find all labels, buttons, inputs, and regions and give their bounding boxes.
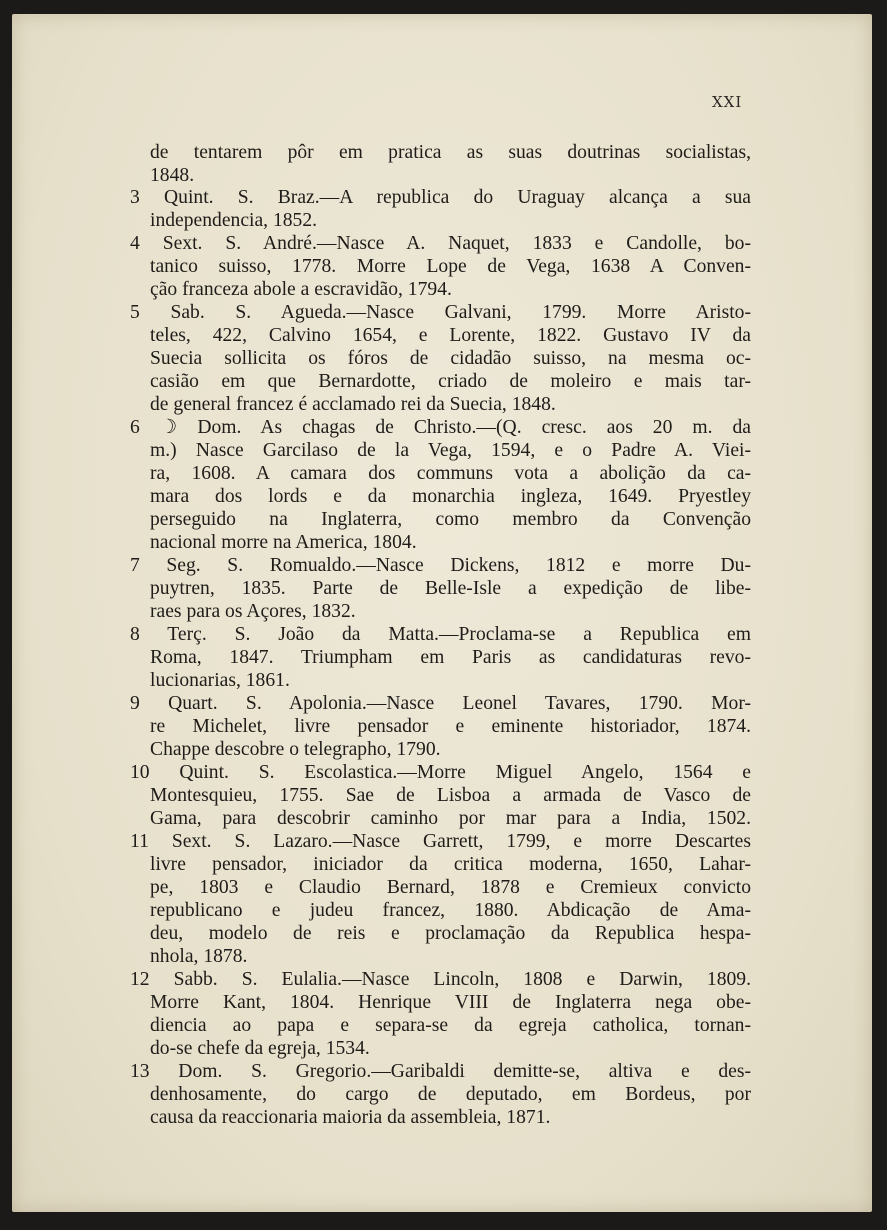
text-line: deu, modelo de reis e proclamação da Republica hespa- bbox=[150, 923, 751, 944]
text-line: ra, 1608. A camara dos communs vota a abolição da ca- bbox=[150, 463, 751, 484]
text-line: perseguido na Inglaterra, como membro da Convenção bbox=[150, 509, 751, 530]
text-line: raes para os Açores, 1832. bbox=[150, 601, 356, 622]
text-line: puytren, 1835. Parte de Belle-Isle a expedição de libe- bbox=[150, 578, 751, 599]
text-line: Chappe descobre o telegrapho, 1790. bbox=[150, 739, 441, 760]
text-line: 10 Quint. S. Escolastica.—Morre Miguel Angelo, 1564 e bbox=[130, 762, 751, 783]
text-line: lucionarias, 1861. bbox=[150, 670, 290, 691]
text-line: Roma, 1847. Triumpham em Paris as candidaturas revo- bbox=[150, 647, 751, 668]
text-line: teles, 422, Calvino 1654, e Lorente, 1822. Gustavo IV da bbox=[150, 325, 751, 346]
text-line: 13 Dom. S. Gregorio.—Garibaldi demitte-se, altiva e des- bbox=[130, 1061, 751, 1082]
text-line: 6 ☽ Dom. As chagas de Christo.—(Q. cresc. aos 20 m. da bbox=[130, 417, 751, 438]
text-line: livre pensador, iniciador da critica moderna, 1650, Lahar- bbox=[150, 854, 751, 875]
text-line: 11 Sext. S. Lazaro.—Nasce Garrett, 1799, e morre Descartes bbox=[130, 831, 751, 852]
text-line: 8 Terç. S. João da Matta.—Proclama-se a Republica em bbox=[130, 624, 751, 645]
text-line: 12 Sabb. S. Eulalia.—Nasce Lincoln, 1808 e Darwin, 1809. bbox=[130, 969, 751, 990]
text-line: mara dos lords e da monarchia ingleza, 1649. Pryestley bbox=[150, 486, 751, 507]
text-line: 7 Seg. S. Romualdo.—Nasce Dickens, 1812 e morre Du- bbox=[130, 555, 751, 576]
text-line: 5 Sab. S. Agueda.—Nasce Galvani, 1799. Morre Aristo- bbox=[130, 302, 751, 323]
text-line: 9 Quart. S. Apolonia.—Nasce Leonel Tavares, 1790. Mor- bbox=[130, 693, 751, 714]
text-line: nacional morre na America, 1804. bbox=[150, 532, 417, 553]
text-line: denhosamente, do cargo de deputado, em Bordeus, por bbox=[150, 1084, 751, 1105]
text-line: Montesquieu, 1755. Sae de Lisboa a armada de Vasco de bbox=[150, 785, 751, 806]
text-line: 4 Sext. S. André.—Nasce A. Naquet, 1833 e Candolle, bo- bbox=[130, 233, 751, 254]
text-line: causa da reaccionaria maioria da assembleia, 1871. bbox=[150, 1107, 551, 1128]
text-line: independencia, 1852. bbox=[150, 210, 318, 231]
text-line: pe, 1803 e Claudio Bernard, 1878 e Cremieux convicto bbox=[150, 877, 751, 898]
text-line: casião em que Bernardotte, criado de moleiro e mais tar- bbox=[150, 371, 751, 392]
text-line: ção franceza abole a escravidão, 1794. bbox=[150, 279, 452, 300]
text-line: republicano e judeu francez, 1880. Abdicação de Ama- bbox=[150, 900, 751, 921]
text-line: de tentarem pôr em pratica as suas doutrinas socialistas, bbox=[150, 142, 751, 163]
text-line: re Michelet, livre pensador e eminente historiador, 1874. bbox=[150, 716, 751, 737]
text-line: Gama, para descobrir caminho por mar para a India, 1502. bbox=[150, 808, 751, 829]
text-line: de general francez é acclamado rei da Suecia, 1848. bbox=[150, 394, 556, 415]
text-line: diencia ao papa e separa-se da egreja catholica, tornan- bbox=[150, 1015, 751, 1036]
text-line: Suecia sollicita os fóros de cidadão suisso, na mesma oc- bbox=[150, 348, 751, 369]
text-line: m.) Nasce Garcilaso de la Vega, 1594, e o Padre A. Viei- bbox=[150, 440, 751, 461]
text-line: 3 Quint. S. Braz.—A republica do Uraguay alcança a sua bbox=[130, 187, 751, 208]
text-line: Morre Kant, 1804. Henrique VIII de Inglaterra nega obe- bbox=[150, 992, 751, 1013]
text-line: tanico suisso, 1778. Morre Lope de Vega, 1638 A Conven- bbox=[150, 256, 751, 277]
text-line: do-se chefe da egreja, 1534. bbox=[150, 1038, 370, 1059]
text-line: 1848. bbox=[150, 165, 195, 186]
text-line: nhola, 1878. bbox=[150, 946, 248, 967]
page-number: XXI bbox=[712, 93, 743, 111]
